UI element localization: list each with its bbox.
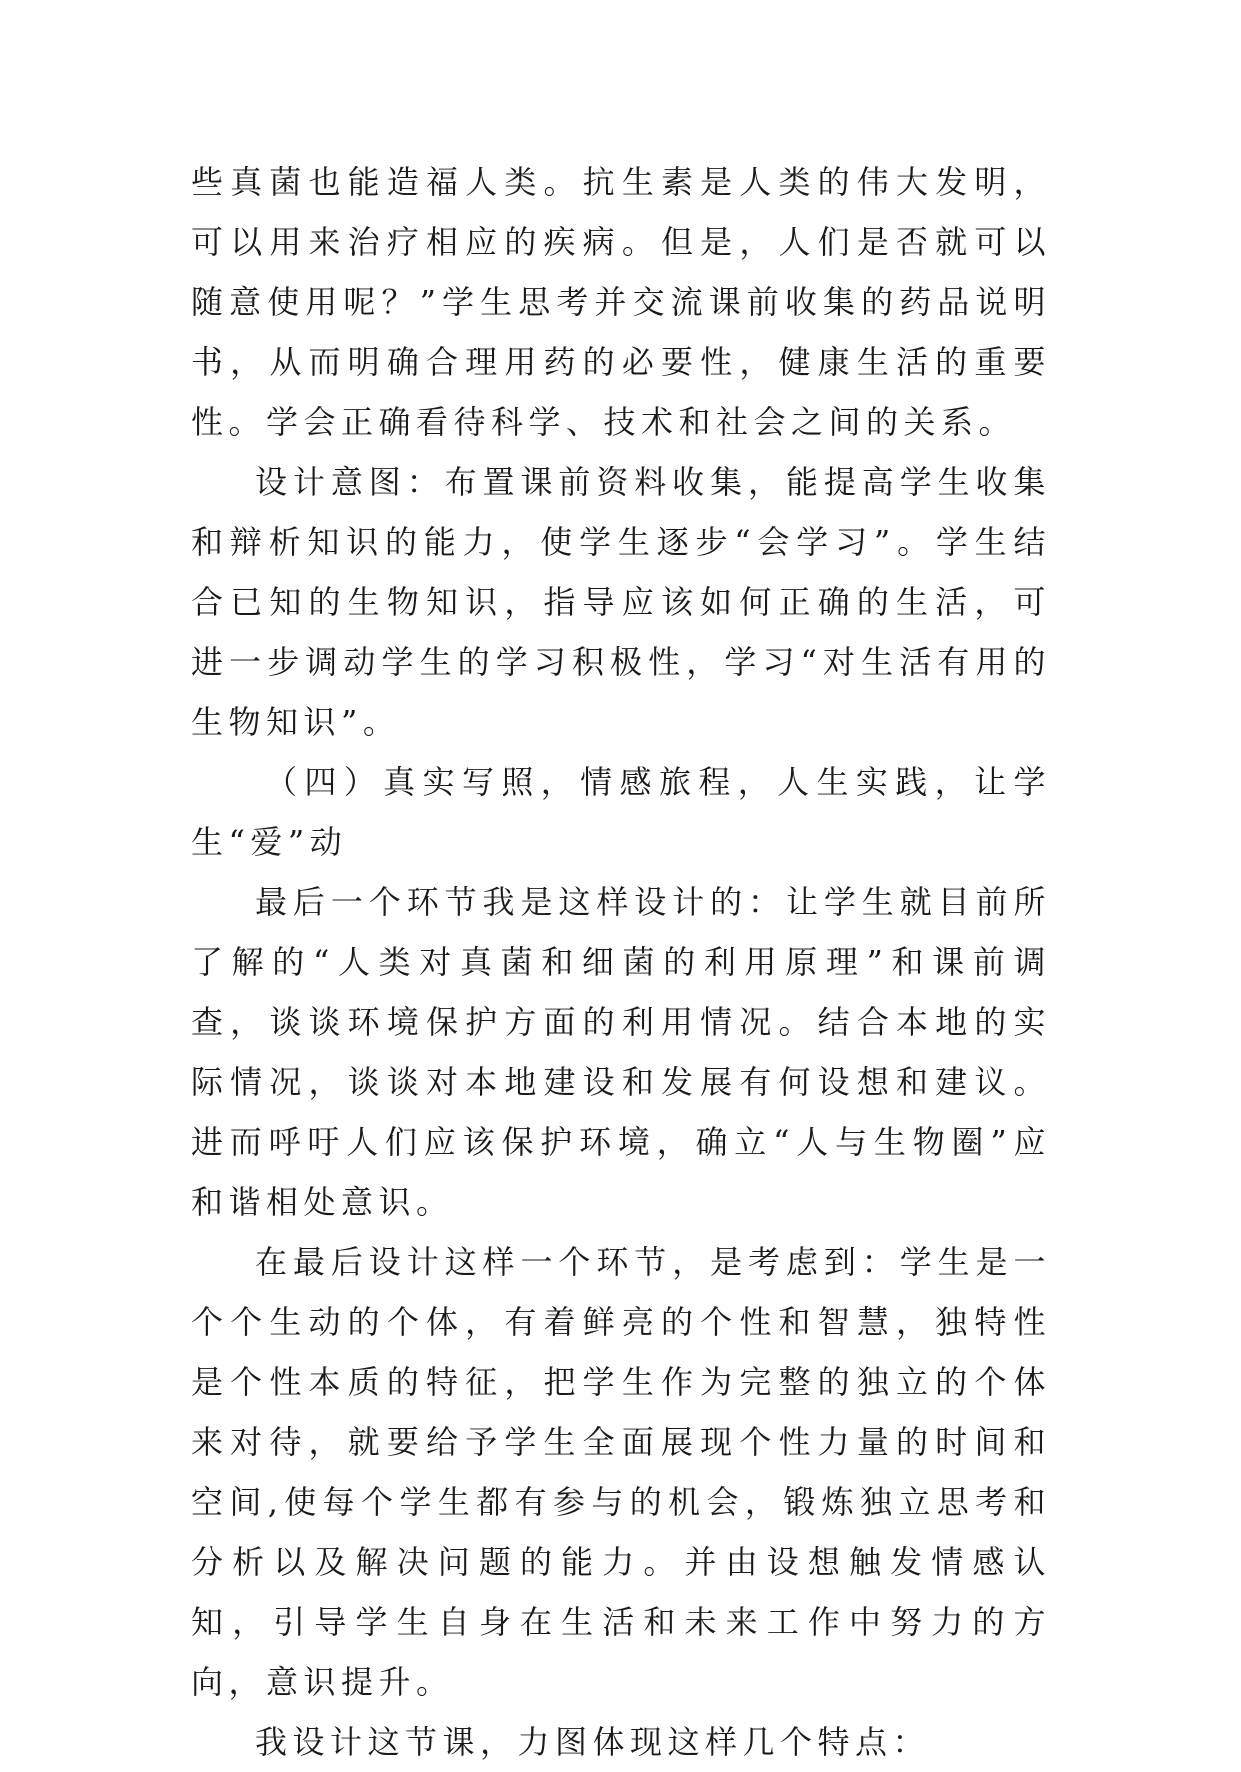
document-body: [191, 152, 1051, 1772]
para-design-intent: 设计意图：布置课前资料收集，能提高学生收集和辩析知识的能力，使学生逐步“会学习”。学生结合已知的生物知识，指导应该如何正确的生活，可进一步调动学生的学习积极性，学习“对生活有用的生物知识”。: [191, 463, 1051, 741]
para-features-intro: 我设计这节课，力图体现这样几个特点：: [255, 1723, 931, 1761]
para-antibiotics: 些真菌也能造福人类。抗生素是人类的伟大发明，可以用来治疗相应的疾病。但是，人们是否就可以随意使用呢？”学生思考并交流课前收集的药品说明书，从而明确合理用药的必要性，健康生活的重要性。学会正确看待科学、技术和社会之间的关系。: [191, 163, 1051, 441]
section-heading: （四）真实写照，情感旅程，人生实践，让学生“爱”动: [191, 763, 1051, 861]
para-reasoning: 在最后设计这样一个环节，是考虑到：学生是一个个生动的个体，有着鲜亮的个性和智慧，独特性是个性本质的特征，把学生作为完整的独立的个体来对待，就要给予学生全面展现个性力量的时间和空间,使每个学生都有参与的机会，锻炼独立思考和分析以及解决问题的能力。并由设想触发情感认知，引导学生自身在生活和未来工作中努力的方向，意识提升。: [191, 1243, 1051, 1701]
para-last-step: 最后一个环节我是这样设计的：让学生就目前所了解的“人类对真菌和细菌的利用原理”和课前调查，谈谈环境保护方面的利用情况。结合本地的实际情况，谈谈对本地建设和发展有何设想和建议。进而呼吁人们应该保护环境，确立“人与生物圈”应和谐相处意识。: [191, 883, 1051, 1221]
